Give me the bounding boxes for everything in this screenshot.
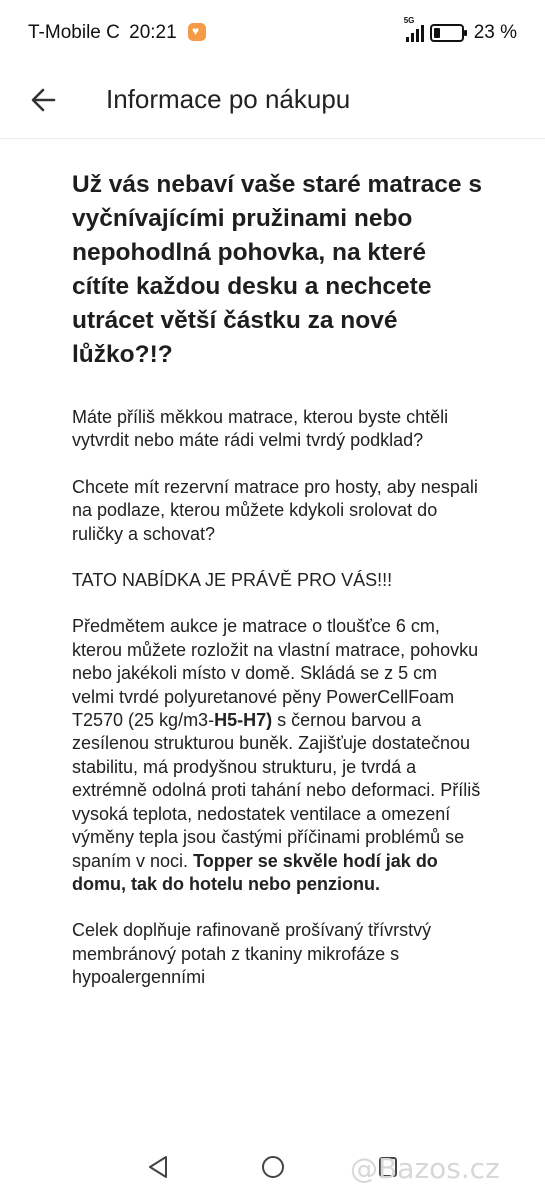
app-header: [0, 66, 545, 139]
page-title: Informace po nákupu: [106, 84, 351, 114]
paragraph-4-bold-hardness: H5-H7): [214, 710, 273, 731]
circle-home-icon: [260, 1154, 286, 1180]
battery-icon: [430, 24, 464, 42]
arrow-left-icon: [26, 82, 62, 118]
article-content: [72, 168, 482, 1013]
paragraph-4: [72, 615, 482, 896]
paragraph-2: Chcete mít rezervní matrace pro hosty, aby nespali na podlaze, kterou můžete kdykoli srolovat do ruličky a schovat?: [72, 476, 478, 544]
carrier-name: T-Mobile C: [28, 22, 120, 43]
triangle-back-icon: [146, 1154, 170, 1180]
paragraph-4-bold-topper: Topper se skvěle hodí jak do domu, tak do hotelu nebo penzionu.: [72, 850, 438, 894]
nav-back-button[interactable]: [146, 1154, 170, 1185]
bazos-watermark: @Bazos.cz: [350, 1152, 500, 1185]
status-indicators: [403, 16, 517, 44]
battery-percent: 23 %: [473, 22, 517, 43]
paragraph-5: Celek doplňuje rafinovaně prošívaný třívrstvý membránový potah z tkaniny mikrofáze s hypoalergenními: [72, 920, 432, 988]
paragraph-4-text-b: s černou barvou a zesílenou strukturou buněk. Zajišťuje dostatečnou stabilitu, má prodyšnou strukturu, je tvrdá a extrémně odolná proti tahání nebo deformaci. Příliš vysoká teplota, nedostatek ventilace a omezení výměny tepla jsou častými příčinami problémů se spaním v noci.: [72, 710, 481, 871]
paragraph-3: TATO NABÍDKA JE PRÁVĚ PRO VÁS!!!: [72, 570, 393, 591]
notification-heart-icon: [188, 23, 206, 41]
carrier-and-time: [28, 22, 206, 44]
status-bar: [0, 0, 545, 66]
clock: 20:21: [129, 22, 177, 43]
back-button[interactable]: [26, 82, 62, 118]
nav-home-button[interactable]: [260, 1154, 286, 1185]
paragraph-1: Máte příliš měkkou matrace, kterou byste chtěli vytvrdit nebo máte rádi velmi tvrdý podklad?: [72, 407, 449, 451]
paragraph-4-text-a: Předmětem aukce je matrace o tloušťce 6 cm, kterou můžete rozložit na vlastní matrace, pohovku nebo jakékoli místo v domě. Skládá se z 5 cm velmi tvrdé polyuretanové pěny PowerCellFoam T2570 (25 kg/m3-: [72, 616, 479, 731]
signal-icon: [403, 16, 424, 42]
network-type: 5G: [403, 16, 415, 25]
article-headline: Už vás nebaví vaše staré matrace s vyčnívajícími pružinami nebo nepohodlná pohovka, na které cítíte každou desku a nechcete utrácet větší částku za nové lůžko?!?: [72, 171, 482, 368]
